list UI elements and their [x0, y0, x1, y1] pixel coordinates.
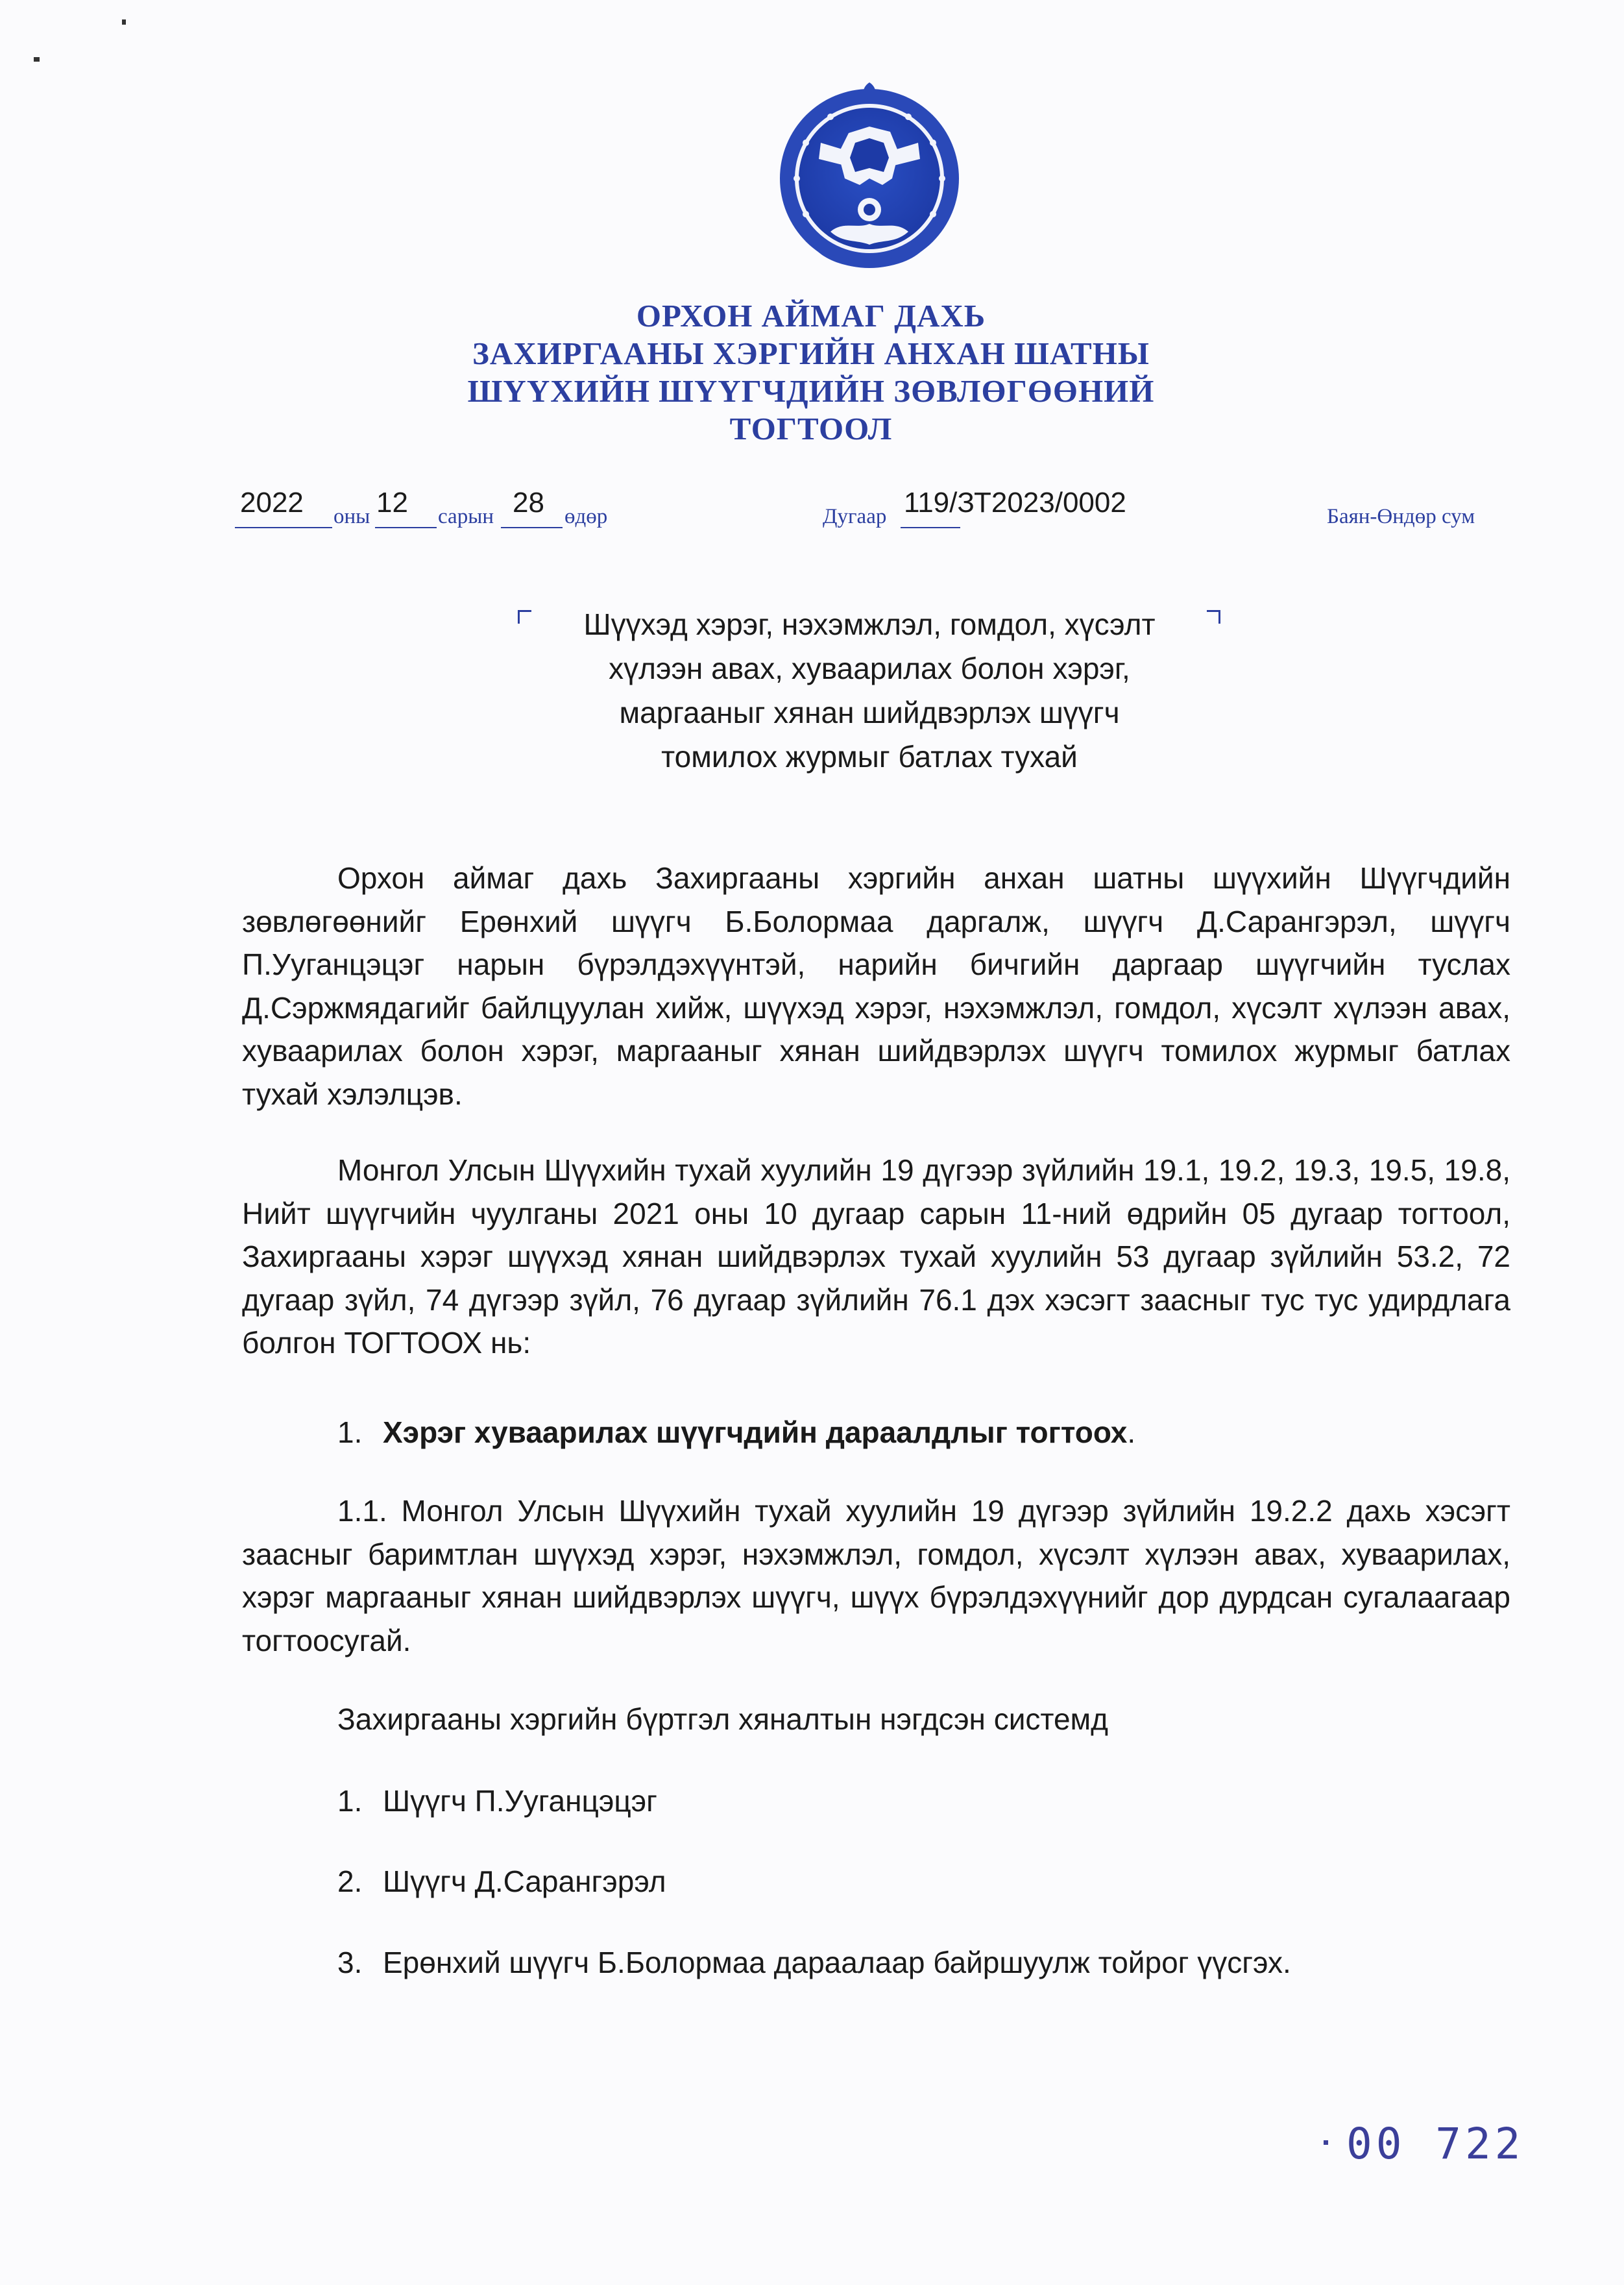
judge-number: 2.: [337, 1864, 363, 1898]
judge-list-item: [337, 1783, 657, 1818]
judge-text: Ерөнхий шүүгч Б.Болормаа дараалаар байршуулж тойрог үүсгэх.: [383, 1946, 1291, 1979]
judge-text: Шүүгч Д.Сарангэрэл: [383, 1864, 666, 1898]
number-label: Дугаар: [823, 505, 887, 528]
stamp-dot: [1324, 2140, 1328, 2145]
issuer-line-1: ОРХОН АЙМАГ ДАХЬ: [636, 298, 986, 334]
judge-number: 3.: [337, 1946, 363, 1979]
subject-line: хүлээн авах, хуваарилах болон хэрэг,: [609, 652, 1130, 685]
page-stamp-number: 00 722: [1346, 2119, 1525, 2169]
date-day: 28: [513, 487, 544, 519]
issue-location: Баян-Өндөр сум: [1327, 505, 1475, 528]
system-line: Захиргааны хэргийн бүртгэл хяналтын нэгдсэн системд: [337, 1702, 1109, 1736]
subject-block: [519, 602, 1220, 779]
issuer-line-3: ШҮҮХИЙН ШҮҮГЧДИЙН ЗӨВЛӨГӨӨНИЙ: [467, 373, 1155, 409]
date-year: 2022: [240, 487, 304, 519]
judge-list-item: [337, 1864, 666, 1899]
item-number: 1.: [337, 1415, 363, 1449]
issuer-line-2: ЗАХИРГААНЫ ХЭРГИЙН АНХАН ШАТНЫ: [472, 336, 1150, 371]
judge-number: 1.: [337, 1784, 363, 1818]
document-type-title: ТОГТООЛ: [729, 411, 893, 446]
resolution-item-1: [337, 1415, 1135, 1450]
resolution-number: 119/ЗТ2023/0002: [904, 487, 1126, 519]
subject-line: маргааныг хянан шийдвэрлэх шүүгч: [619, 696, 1120, 729]
year-underline: [235, 527, 332, 528]
month-underline: [375, 527, 437, 528]
scan-speck: [34, 57, 40, 62]
day-label: өдөр: [564, 505, 608, 528]
scan-speck: [122, 19, 126, 25]
paragraph-preamble: Орхон аймаг дахь Захиргааны хэргийн анхан шатны шүүхийн Шүүгчдийн зөвлөгөөнийг Ерөнхий шүүгч Б.Болормаа даргалж, шүүгч Д.Сарангэрэл, шүүгч П.Ууганцэцэг нарын бүрэлдэхүүнтэй, нарийн бичгийн даргаар шүүгчийн туслах Д.Сэржмядагийг байлцуулан хийж, шүүхэд хэрэг, нэхэмжлэл, гомдол, хүсэлт хүлээн авах, хуваарилах болон хэрэг, маргааныг хянан шийдвэрлэх шүүгч томилох журмыг батлах тухай хэлэлцэв.: [242, 861, 1510, 1111]
date-month: 12: [376, 487, 408, 519]
paragraph-legal-basis: Монгол Улсын Шүүхийн тухай хуулийн 19 дүгээр зүйлийн 19.1, 19.2, 19.3, 19.5, 19.8, Нийт шүүгчийн чуулганы 2021 оны 10 дугаар сарын 11-ний өдрийн 05 дугаар тогтоол, Захиргааны хэрэг шүүхэд хянан шийдвэрлэх тухай хуулийн 53 дугаар зүйлийн 53.2, 72 дугаар зүйл, 74 дүгээр зүйл, 76 дугаар зүйлийн 76.1 дэх хэсэгт заасныг тус тус удирдлага болгон ТОГТООХ нь:: [242, 1153, 1510, 1360]
number-underline: [901, 527, 960, 528]
subject-line: Шүүхэд хэрэг, нэхэмжлэл, гомдол, хүсэлт: [583, 607, 1156, 641]
paragraph-clause-1-1: 1.1. Монгол Улсын Шүүхийн тухай хуулийн 19 дүгээр зүйлийн 19.2.2 дахь хэсэгт заасныг баримтлан шүүхэд хэрэг, нэхэмжлэл, гомдол, хүсэлт хүлээн авах, хуваарилах, хэрэг маргааныг хянан шийдвэрлэх шүүгч, шүүх бүрэлдэхүүнийг дор дурдсан сугалаагаар тогтоосугай.: [242, 1494, 1510, 1657]
month-label: сарын: [438, 505, 494, 528]
year-label: оны: [333, 505, 370, 528]
day-underline: [501, 527, 563, 528]
item-title: Хэрэг хуваарилах шүүгчдийн дараалдлыг тогтоох: [383, 1415, 1128, 1449]
judge-text: Шүүгч П.Ууганцэцэг: [383, 1784, 657, 1818]
state-emblem-icon: [772, 81, 967, 279]
subject-line: томилох журмыг батлах тухай: [661, 740, 1078, 774]
item-period: .: [1127, 1415, 1136, 1449]
judge-list-item: [337, 1945, 1291, 1980]
